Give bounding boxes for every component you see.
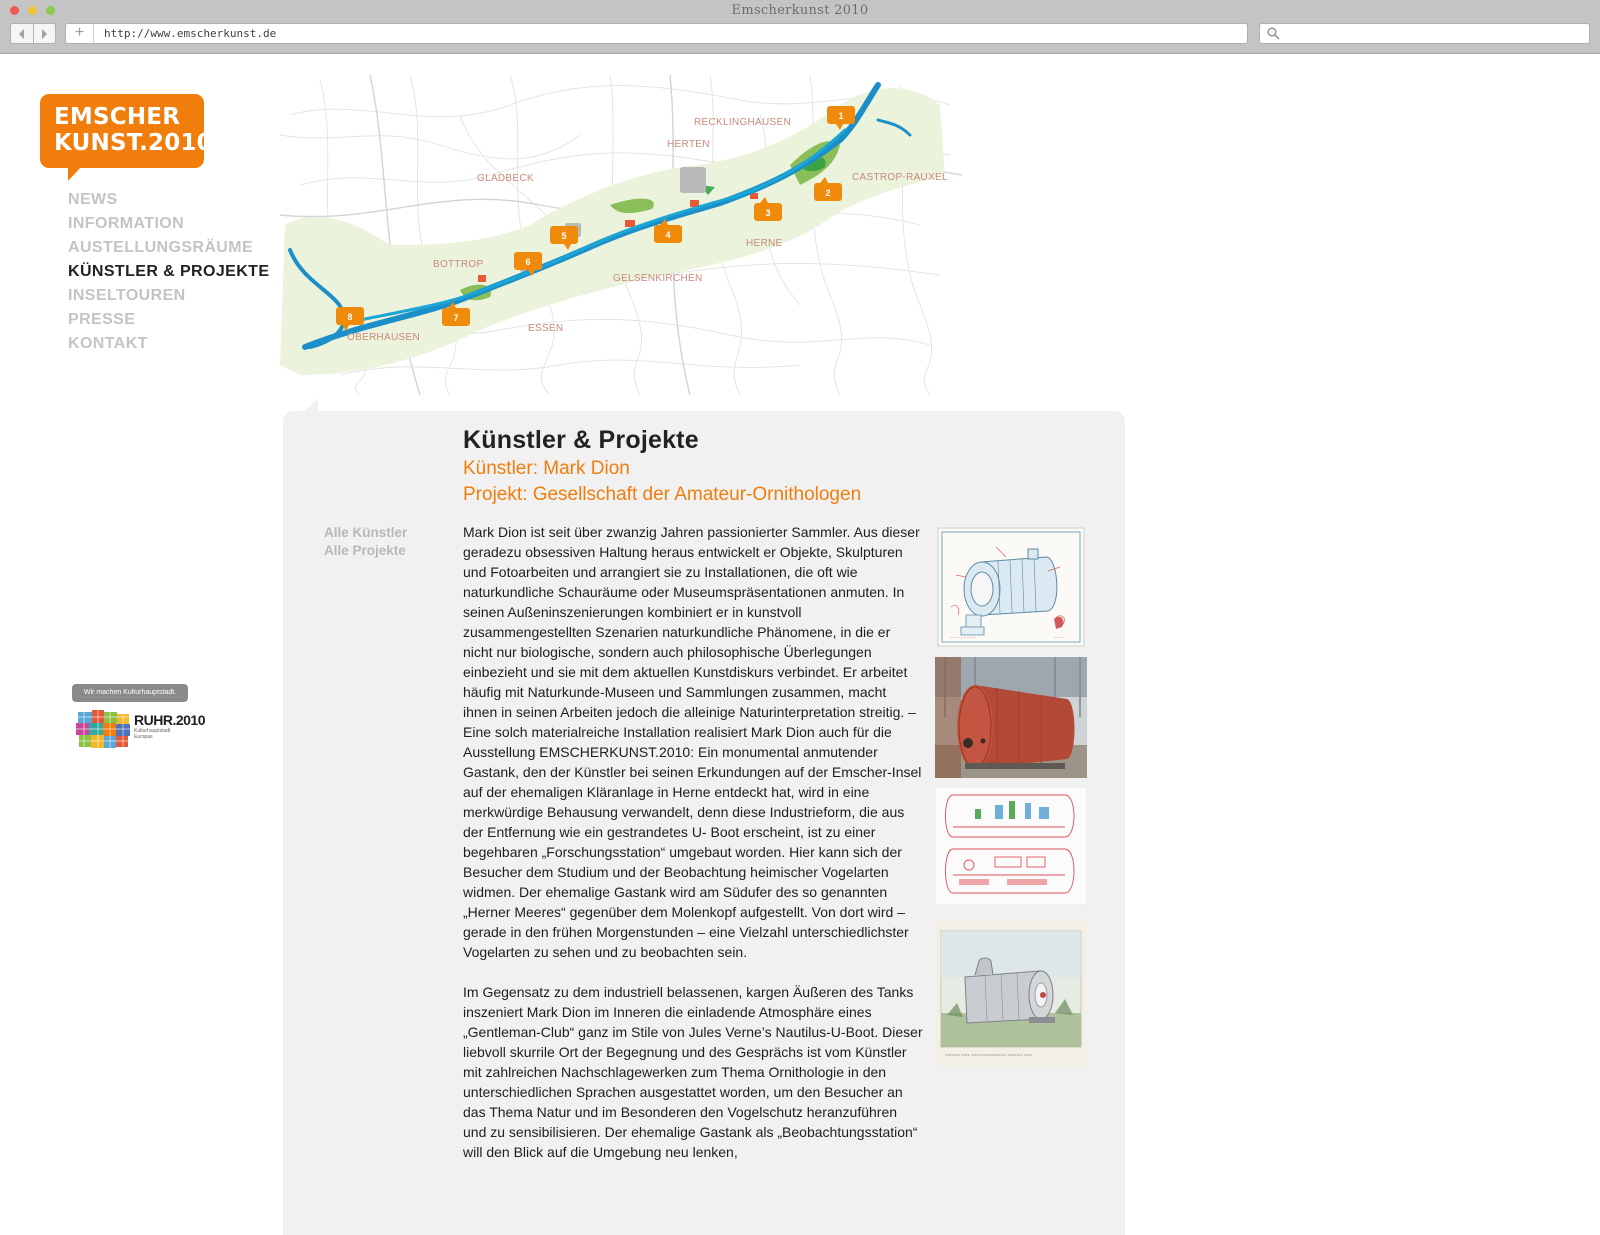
ruhr-2010-badge[interactable] [72,684,205,764]
address-bar[interactable] [65,23,1248,44]
nav-item-information[interactable]: INFORMATION [68,215,185,232]
map-label-gelsenkirchen: GELSENKIRCHEN [613,273,703,284]
project-heading: Projekt: Gesellschaft der Amateur-Ornithologen [463,484,862,505]
nav-item-kontakt[interactable]: KONTAKT [68,335,148,352]
browser-chrome [0,0,1600,54]
map-label-herten: HERTEN [667,139,710,150]
chevron-right-icon [40,29,48,39]
back-button[interactable] [11,24,33,43]
ruhr-mosaic-logo [74,708,136,756]
nav-item-inseltouren[interactable]: INSELTOUREN [68,287,186,304]
nav-item-presse[interactable]: PRESSE [68,311,136,328]
all-projects-link[interactable]: Alle Projekte [324,543,406,558]
map-label-gladbeck: GLADBECK [477,173,534,184]
ruhr-wordmark: RUHR.2010 [134,712,205,728]
map-marker-7-label: 7 [453,313,459,323]
nav-item-news[interactable]: NEWS [68,191,118,208]
ruhr-subline: Kulturhauptstadt Europas [134,728,171,740]
map-marker-1-label: 1 [838,111,844,121]
search-input[interactable] [1259,23,1590,44]
svg-text:~~~~~ ~~~ ~~~~~~~~~~~~ ~~~~~ ~: ~~~~~ ~~~ ~~~~~~~~~~~~ ~~~~~ ~~~ [945,1053,1033,1059]
logo-speech-tail [68,166,82,181]
svg-text:~~ ~~: ~~ ~~ [1054,635,1065,640]
map-label-herne: HERNE [746,238,783,249]
watercolor-tank-thumbnail[interactable] [935,919,1087,1067]
article-body [463,522,925,1182]
search-icon [1267,27,1280,40]
photo-red-tank-thumbnail[interactable] [935,657,1087,778]
page-title: Künstler & Projekte [463,426,699,454]
logo-line-2: KUNST.2010 [54,130,213,156]
sub-navigation [324,524,407,560]
map-marker-3-label: 3 [765,208,771,218]
all-artists-link[interactable]: Alle Künstler [324,525,408,540]
history-buttons [10,23,56,44]
map-marker-5-label: 5 [561,231,567,241]
panel-notch [303,398,318,412]
svg-text:~~~ ~~ ~~~~~: ~~~ ~~ ~~~~~ [950,635,976,640]
map-marker-6-label: 6 [525,257,531,267]
nav-item-ausstellungsraeume[interactable]: AUSTELLUNGSRÄUME [68,239,254,256]
map-marker-8-label: 8 [347,312,353,322]
ruhr-tagline: Wir machen Kulturhauptstadt. [72,684,188,702]
map-marker-2-label: 2 [825,188,831,198]
artist-heading: Künstler: Mark Dion [463,458,630,479]
plus-icon[interactable]: + [66,24,94,43]
article-paragraph-2: Im Gegensatz zu dem industriell belassenen, kargen Äußeren des Tanks inszeniert Mark Dion im Inneren die einladende Atmosphäre eines „Gentleman-Club“ ganz im Stile von Jules Verne’s Nautilus-U-Boot. Dieser liebvoll skurrile Ort der Begegnung und des Gesprächs ist vom Künstler mit zahlreichen Nachschlagewerken zum Thema Ornithologie in den unterschiedlichen Sprachen ausgestattet worden, um den Besucher an das Thema Natur und im Besonderen den Vogelschutz heranzuführen und zu sensibilisieren. Der ehemalige Gastank als „Beobachtungsstation“ will den Blick auf die Umgebung neu lenken, [463,984,923,1160]
sketch-gastank-thumbnail[interactable] [935,527,1087,648]
map-label-essen: ESSEN [528,323,564,334]
forward-button[interactable] [33,24,56,43]
map-label-recklinghausen: RECKLINGHAUSEN [694,117,791,128]
main-navigation [68,188,269,356]
map-marker-4-label: 4 [665,230,671,240]
nav-item-kuenstler-projekte[interactable]: KÜNSTLER & PROJEKTE [68,263,270,280]
map-label-bottrop: BOTTROP [433,259,484,270]
map-label-castrop-rauxel: CASTROP-RAUXEL [852,172,948,183]
article-paragraph-1: Mark Dion ist seit über zwanzig Jahren passionierter Sammler. Aus dieser geradezu obsessiven Haltung heraus entwickelt er Objekte, Skulpturen und Fotoarbeiten und arrangiert sie zu Installationen, die oft wie naturkundliche Schauräume oder Museumspräsentationen anmuten. In seinen Außeninszenierungen kombiniert er in kunstvoll zusammengestellten Szenarien naturkundliche Phänomene, in die er nicht nur biologische, sondern auch philosophische Überlegungen einbezieht und sie mit dem aktuellen Kunstdiskurs verbindet. Er arbeitet häufig mit Naturkunde-Museen und Sammlungen zusammen, macht ihnen in seinen Arbeiten jedoch die alleinige Naturinterpretation streitig. – Eine solch materialreiche Installation realisiert Mark Dion auch für die Ausstellung EMSCHERKUNST.2010: Ein monumental anmutender Gastank, den der Künstler bei seinen Erkundungen auf der Emscher-Insel auf der ehemaligen Kläranlage in Herne entdeckt hat, wird in eine merkwürdige Behausung verwandelt, denn diese Industrieform, die aus der Entfernung wie ein gestrandetes U- Boot erscheint, ist zu einer begehbaren „Forschungsstation“ umgebaut worden. Hier kann sich der Besucher dem Studium und der Beobachtung heimischer Vogelarten widmen. Der ehemalige Gastank wird am Südufer des so genannten „Herner Meeres“ gegenüber dem Molenkopf aufgestellt. Von dort wird – gerade in den frühen Morgenstunden – eine Vielzahl unterschiedlichster Vogelarten zu sehen und zu beobachten sein. [463,524,922,960]
sketch-interior-thumbnail[interactable] [935,787,1087,905]
logo-line-1: EMSCHER [54,104,181,130]
emscher-island-map[interactable] [280,75,962,395]
chevron-left-icon [18,29,26,39]
map-label-oberhausen: OBERHAUSEN [347,332,421,343]
window-title: Emscherkunst 2010 [731,3,869,18]
emscherkunst-logo[interactable] [40,94,213,168]
address-text[interactable]: http://www.emscherkunst.de [104,27,277,40]
